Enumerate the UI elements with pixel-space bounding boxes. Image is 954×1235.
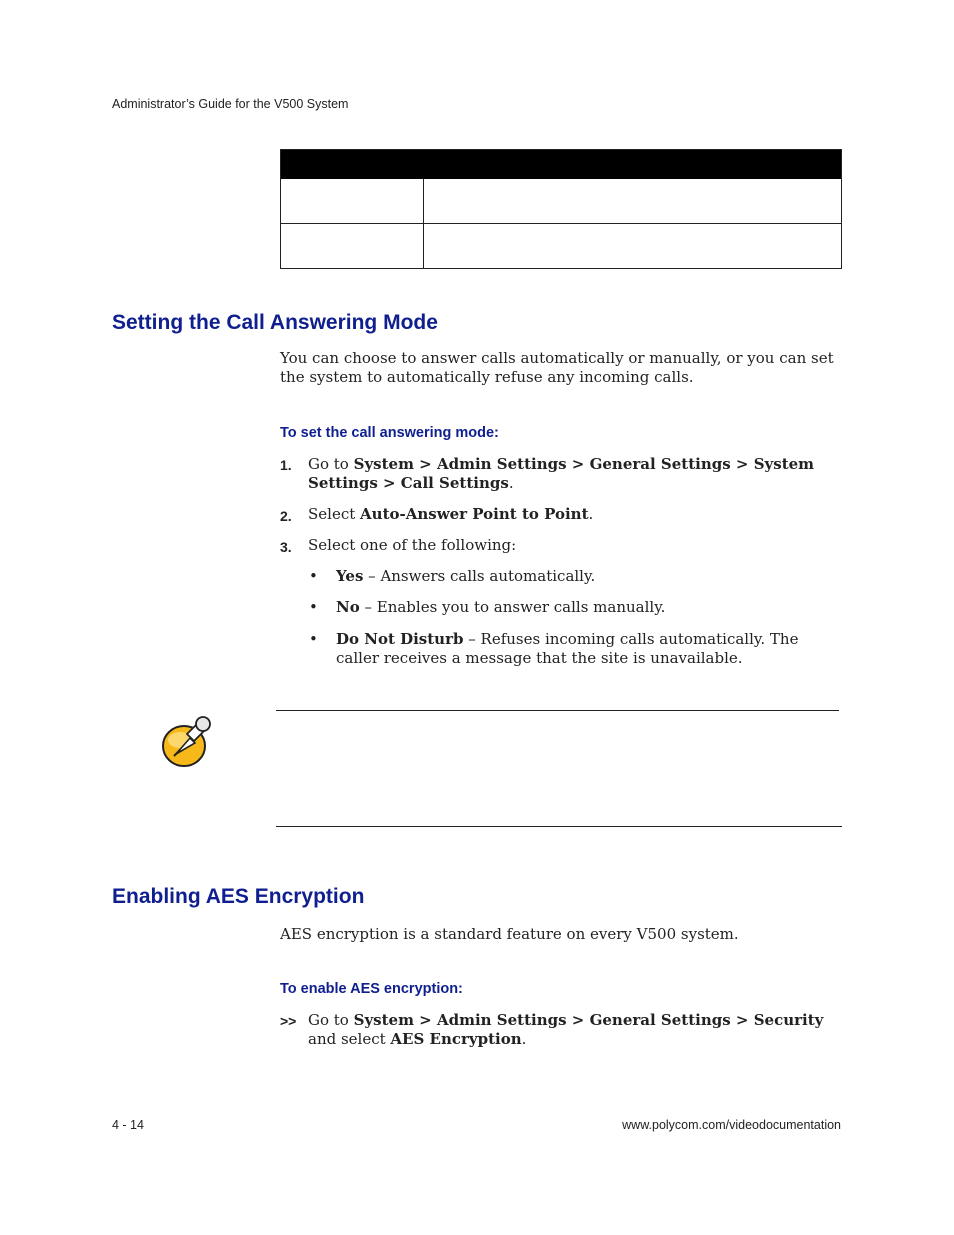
bullet: • <box>309 567 318 585</box>
step-marker: >> <box>280 1013 297 1029</box>
step-text: Go to System > Admin Settings > General Settings > System Settings > Call Settings. <box>308 455 815 492</box>
section-intro: AES encryption is a standard feature on every V500 system. <box>280 925 739 943</box>
footer-url: www.polycom.com/videodocumentation <box>622 1118 841 1132</box>
section-intro: You can choose to answer calls automatically or manually, or you can set the system to automatically refuse any incoming calls. <box>280 349 834 386</box>
procedure-heading: To set the call answering mode: <box>280 425 499 441</box>
option-text: Do Not Disturb – Refuses incoming calls automatically. The caller receives a message that the site is unavailable. <box>336 630 799 667</box>
page-number: 4 - 14 <box>112 1118 144 1132</box>
table-row-divider <box>281 223 841 224</box>
bullet: • <box>309 598 318 616</box>
section-heading-call-answering: Setting the Call Answering Mode <box>112 311 438 334</box>
step-text: Select one of the following: <box>308 536 517 554</box>
note-bottom-rule <box>276 826 842 827</box>
procedure-heading: To enable AES encryption: <box>280 981 463 997</box>
note-top-rule <box>276 710 839 711</box>
step-number: 3. <box>280 539 292 555</box>
option-text: Yes – Answers calls automatically. <box>336 567 596 585</box>
step-text: Go to System > Admin Settings > General Settings > Security and select AES Encryption. <box>308 1011 824 1048</box>
option-text: No – Enables you to answer calls manually. <box>336 598 666 616</box>
step-number: 2. <box>280 508 292 524</box>
table-header-row <box>281 150 841 179</box>
step-text: Select Auto-Answer Point to Point. <box>308 505 594 523</box>
running-header: Administrator’s Guide for the V500 System <box>112 97 349 111</box>
step-number: 1. <box>280 457 292 473</box>
pushpin-note-icon <box>160 712 216 768</box>
bullet: • <box>309 630 318 648</box>
table <box>280 149 842 269</box>
section-heading-aes-encryption: Enabling AES Encryption <box>112 885 365 908</box>
